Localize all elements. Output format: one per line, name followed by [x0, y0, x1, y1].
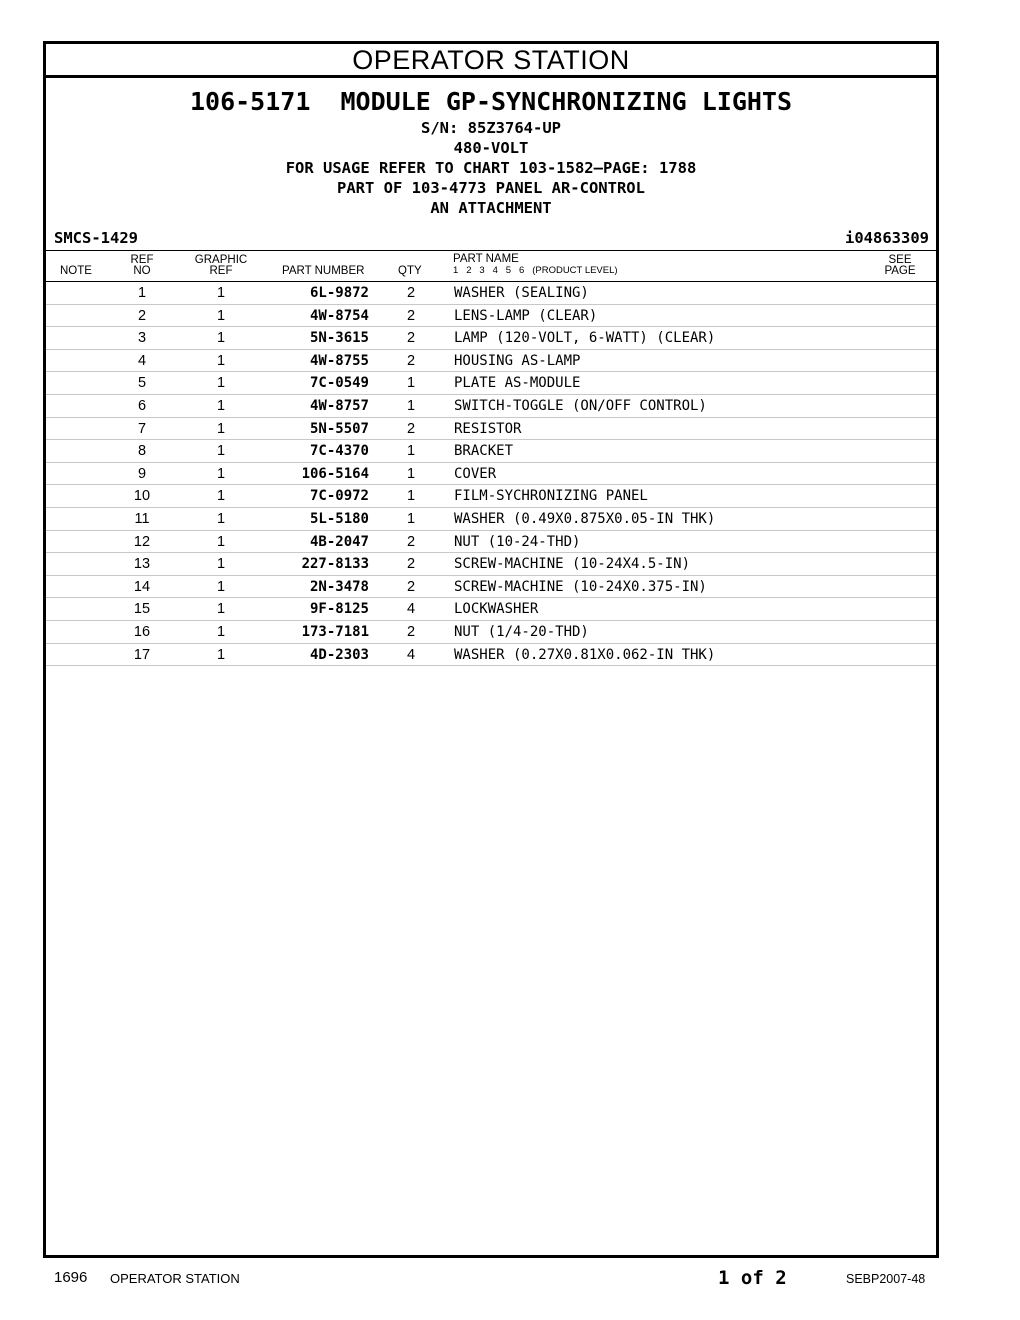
ref-no: 9 [137, 465, 147, 482]
quantity: 1 [406, 510, 416, 527]
ref-no: 1 [137, 285, 147, 301]
part-name: LOCKWASHER [454, 601, 539, 618]
ref-no: 16 [133, 623, 151, 640]
part-number: 7C-0972 [309, 488, 369, 505]
graphic-ref: 1 [216, 375, 226, 392]
col-ref-no-line1: REF [130, 254, 154, 266]
ref-no: 11 [134, 510, 150, 527]
ref-no: 13 [133, 556, 151, 573]
graphic-ref: 1 [216, 465, 226, 482]
col-ref-no-line2: NO [133, 265, 151, 277]
part-number: 5N-3615 [309, 330, 369, 347]
col-qty: QTY [398, 265, 422, 277]
page-frame [43, 41, 939, 1258]
graphic-ref: 1 [216, 488, 226, 505]
part-name: SWITCH-TOGGLE (ON/OFF CONTROL) [454, 397, 707, 414]
part-number: 7C-4370 [309, 443, 369, 460]
col-part-number: PART NUMBER [282, 265, 365, 277]
ref-no: 2 [137, 307, 147, 324]
part-number: 7C-0549 [309, 375, 369, 392]
part-number: 227-8133 [301, 556, 369, 573]
table-row [46, 621, 936, 644]
table-row [46, 463, 936, 486]
table-header [46, 251, 936, 282]
quantity: 2 [406, 578, 416, 595]
col-graphic-ref-line2: REF [209, 265, 233, 277]
table-row [46, 282, 936, 305]
group-heading [46, 87, 936, 218]
footer-doc-number: SEBP2007-48 [846, 1272, 926, 1286]
table-row [46, 644, 936, 667]
ref-no: 12 [133, 533, 151, 550]
col-note: NOTE [60, 265, 92, 277]
ref-no: 3 [137, 330, 147, 347]
quantity: 2 [406, 307, 416, 324]
ref-no: 15 [133, 601, 151, 618]
graphic-ref: 1 [216, 646, 226, 663]
quantity: 2 [406, 533, 416, 550]
footer-page-of: 1 of 2 [718, 1267, 787, 1289]
quantity: 2 [406, 420, 416, 437]
col-see-page-line1: SEE [888, 254, 912, 266]
quantity: 2 [406, 285, 416, 301]
illustration-id: i04863309 [845, 229, 929, 247]
part-name: WASHER (0.49X0.875X0.05-IN THK) [454, 510, 716, 527]
ref-no: 10 [133, 488, 151, 505]
quantity: 4 [406, 646, 416, 663]
part-number: 4W-8755 [309, 352, 369, 369]
ref-no: 6 [137, 397, 147, 414]
graphic-ref: 1 [216, 330, 226, 347]
quantity: 2 [406, 556, 416, 573]
ref-no: 7 [137, 420, 147, 437]
table-row [46, 327, 936, 350]
ref-no: 5 [137, 375, 147, 392]
footer-page-number: 1696 [54, 1269, 88, 1286]
graphic-ref: 1 [216, 623, 226, 640]
parent-assembly: PART OF 103-4773 PANEL AR-CONTROL [337, 179, 645, 197]
ref-no: 17 [133, 646, 151, 663]
col-see-page-line2: PAGE [884, 265, 916, 277]
table-row [46, 553, 936, 576]
ref-no: 14 [133, 578, 151, 595]
ref-no: 4 [137, 352, 147, 369]
quantity: 2 [406, 623, 416, 640]
quantity: 2 [406, 330, 416, 347]
part-number: 9F-8125 [309, 601, 369, 618]
part-name: FILM-SYCHRONIZING PANEL [454, 488, 648, 505]
col-product-level: 1 2 3 4 5 6 (PRODUCT LEVEL) [453, 265, 618, 276]
part-name: NUT (10-24-THD) [454, 533, 581, 550]
table-row [46, 372, 936, 395]
graphic-ref: 1 [216, 556, 226, 573]
part-number: 173-7181 [301, 623, 369, 640]
graphic-ref: 1 [216, 420, 226, 437]
attachment-note: AN ATTACHMENT [430, 199, 552, 217]
part-number: 4B-2047 [309, 533, 369, 550]
table-row [46, 395, 936, 418]
ref-no: 8 [137, 443, 147, 460]
table-row [46, 485, 936, 508]
quantity: 2 [406, 352, 416, 369]
table-row [46, 508, 936, 531]
part-name: SCREW-MACHINE (10-24X4.5-IN) [454, 556, 691, 573]
part-number: 5N-5507 [309, 420, 369, 437]
part-name: BRACKET [454, 443, 514, 460]
part-number: 4W-8757 [309, 397, 369, 414]
footer-section: OPERATOR STATION [110, 1271, 240, 1286]
graphic-ref: 1 [216, 352, 226, 369]
part-number: 4D-2303 [309, 646, 369, 663]
graphic-ref: 1 [216, 443, 226, 460]
table-row [46, 418, 936, 441]
table-row [46, 531, 936, 554]
col-part-name: PART NAME [453, 253, 519, 265]
group-title: 106-5171 MODULE GP-SYNCHRONIZING LIGHTS [189, 87, 793, 116]
table-row [46, 305, 936, 328]
graphic-ref: 1 [216, 578, 226, 595]
graphic-ref: 1 [216, 285, 226, 301]
table-row [46, 440, 936, 463]
serial-range: S/N: 85Z3764-UP [421, 119, 561, 137]
table-row [46, 576, 936, 599]
col-graphic-ref-line1: GRAPHIC [194, 254, 248, 266]
graphic-ref: 1 [216, 510, 226, 527]
part-name: HOUSING AS-LAMP [454, 352, 581, 369]
voltage-line: 480-VOLT [453, 139, 529, 157]
part-name: LAMP (120-VOLT, 6-WATT) (CLEAR) [454, 330, 716, 347]
part-number: 2N-3478 [309, 578, 369, 595]
table-row [46, 598, 936, 621]
section-title: OPERATOR STATION [46, 44, 936, 78]
smcs-code: SMCS-1429 [54, 229, 138, 247]
graphic-ref: 1 [216, 397, 226, 414]
quantity: 1 [406, 397, 416, 414]
part-name: WASHER (SEALING) [454, 285, 589, 301]
quantity: 1 [406, 488, 416, 505]
part-number: 5L-5180 [309, 510, 369, 527]
page-footer [0, 1267, 1020, 1291]
table-row [46, 350, 936, 373]
part-number: 4W-8754 [309, 307, 369, 324]
part-name: RESISTOR [454, 420, 522, 437]
quantity: 4 [406, 601, 416, 618]
part-name: NUT (1/4-20-THD) [454, 623, 589, 640]
part-number: 6L-9872 [309, 285, 369, 301]
parts-table-body [46, 282, 936, 666]
smcs-row [46, 226, 936, 251]
graphic-ref: 1 [216, 533, 226, 550]
part-name: SCREW-MACHINE (10-24X0.375-IN) [454, 578, 707, 595]
quantity: 1 [406, 443, 416, 460]
part-name: WASHER (0.27X0.81X0.062-IN THK) [454, 646, 716, 663]
part-name: PLATE AS-MODULE [454, 375, 581, 392]
usage-reference: FOR USAGE REFER TO CHART 103-1582—PAGE: 1788 [285, 159, 697, 177]
part-number: 106-5164 [301, 465, 369, 482]
quantity: 1 [406, 465, 416, 482]
graphic-ref: 1 [216, 601, 226, 618]
quantity: 1 [406, 375, 416, 392]
part-name: COVER [454, 465, 497, 482]
part-name: LENS-LAMP (CLEAR) [454, 307, 598, 324]
graphic-ref: 1 [216, 307, 226, 324]
